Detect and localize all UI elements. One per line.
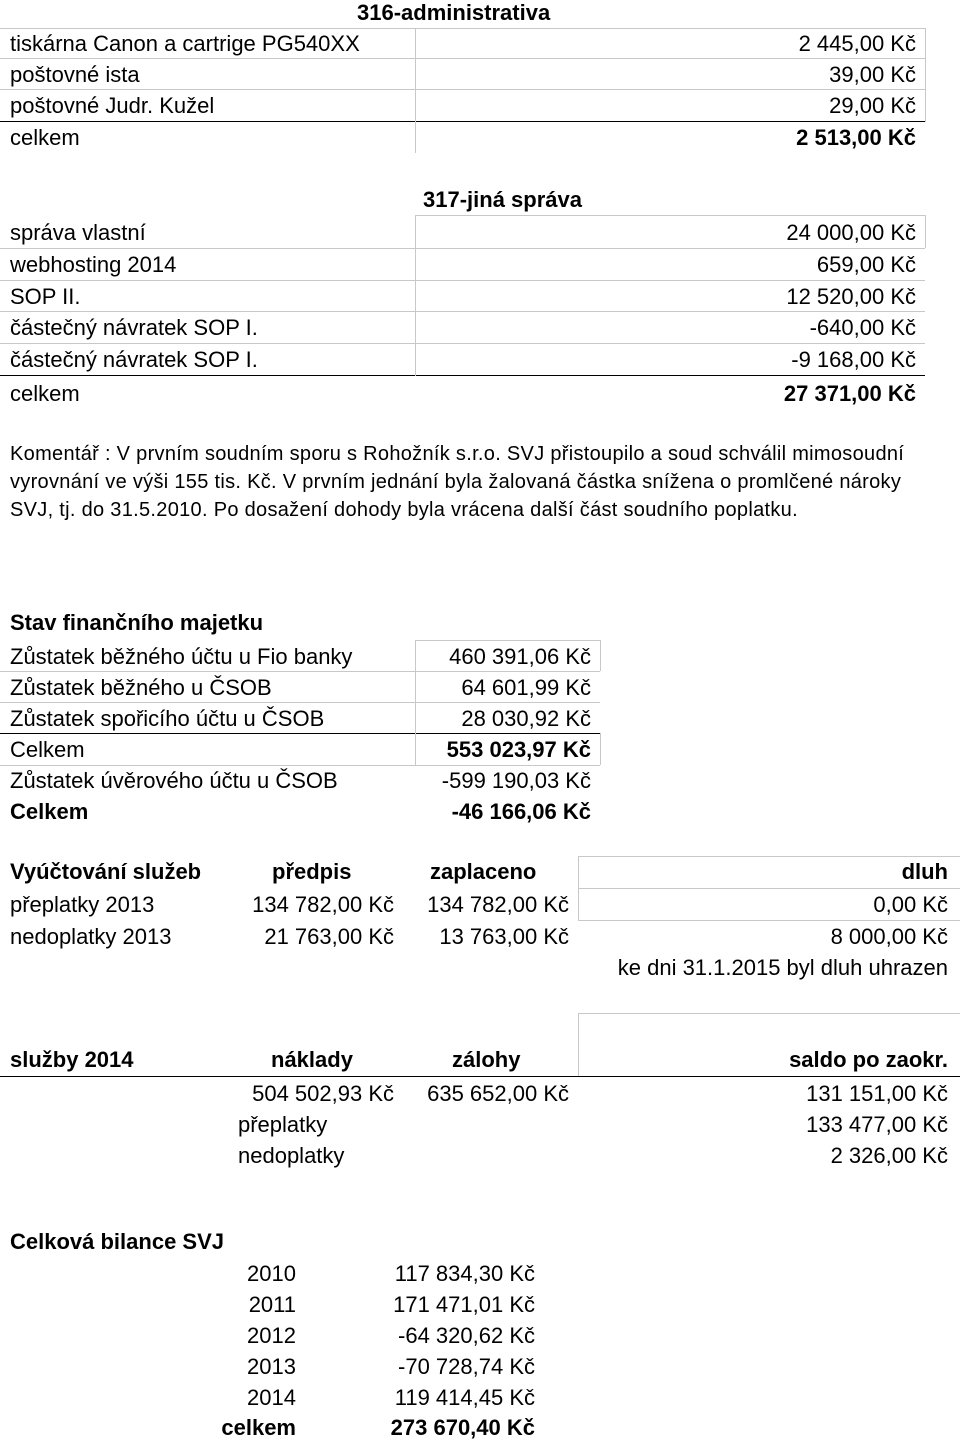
other-row-amount: 659,00 Kč bbox=[816, 252, 916, 277]
assets-row-label: Zůstatek běžného účtu u Fio banky bbox=[10, 644, 353, 669]
balance-amount: -70 728,74 Kč bbox=[398, 1354, 535, 1379]
balance-amount: -64 320,62 Kč bbox=[398, 1323, 535, 1348]
comment-text: Komentář : V prvním soudním sporu s Rohožník s.r.o. SVJ přistoupilo a soud schválil mimosoudní vyrovnání ve výši 155 tis. Kč. V prvním jednání byla žalovaná částka snížena o promlčené nároky SVJ, tj. do 31.5.2010. Po dosažení dohody byla vrácena další část soudního poplatku. bbox=[10, 443, 905, 521]
billing-cell: 134 782,00 Kč bbox=[427, 892, 569, 917]
services-header: služby 2014 bbox=[10, 1047, 134, 1072]
billing-header: zaplaceno bbox=[430, 859, 537, 884]
services-header: náklady bbox=[271, 1047, 353, 1072]
admin-total-label: celkem bbox=[10, 125, 80, 150]
balance-year: 2012 bbox=[247, 1323, 296, 1348]
other-total-label: celkem bbox=[10, 381, 80, 406]
assets-row-label: Zůstatek běžného u ČSOB bbox=[10, 675, 272, 700]
assets-row-amount: 28 030,92 Kč bbox=[461, 706, 591, 731]
billing-cell: 8 000,00 Kč bbox=[830, 924, 948, 949]
balance-year: 2013 bbox=[247, 1354, 296, 1379]
billing-cell: nedoplatky 2013 bbox=[10, 924, 172, 949]
assets-row-amount: 460 391,06 Kč bbox=[449, 644, 591, 669]
balance-year: 2011 bbox=[248, 1292, 296, 1317]
admin-row-label: tiskárna Canon a cartrige PG540XX bbox=[10, 31, 360, 56]
assets-row-amount: 64 601,99 Kč bbox=[461, 675, 591, 700]
admin-title: 316-administrativa bbox=[357, 0, 551, 25]
admin-row-amount: 39,00 Kč bbox=[829, 62, 916, 87]
admin-row-amount: 29,00 Kč bbox=[829, 93, 916, 118]
balance-amount: 171 471,01 Kč bbox=[393, 1292, 535, 1317]
other-total-amount: 27 371,00 Kč bbox=[783, 381, 916, 406]
services-underpay-amount: 2 326,00 Kč bbox=[830, 1143, 948, 1168]
other-row-amount: -9 168,00 Kč bbox=[791, 347, 916, 372]
billing-header: předpis bbox=[272, 859, 352, 884]
balance-year: 2010 bbox=[247, 1261, 296, 1286]
other-row-label: webhosting 2014 bbox=[10, 252, 177, 277]
assets-row-label: Celkem bbox=[10, 737, 85, 762]
other-row-label: správa vlastní bbox=[10, 220, 146, 245]
billing-cell: přeplatky 2013 bbox=[10, 892, 155, 917]
services-overpay-amount: 133 477,00 Kč bbox=[806, 1112, 948, 1137]
billing-header: Vyúčtování služeb bbox=[10, 859, 202, 884]
other-title: 317-jiná správa bbox=[423, 187, 582, 212]
billing-cell: 13 763,00 Kč bbox=[439, 924, 569, 949]
balance-year: 2014 bbox=[247, 1385, 296, 1410]
admin-row-amount: 2 445,00 Kč bbox=[798, 31, 916, 56]
admin-row-label: poštovné Judr. Kužel bbox=[10, 93, 215, 118]
other-row-amount: -640,00 Kč bbox=[809, 315, 916, 340]
assets-row-amount: 553 023,97 Kč bbox=[446, 737, 591, 762]
assets-row-label: Zůstatek úvěrového účtu u ČSOB bbox=[10, 768, 338, 793]
billing-cell: 0,00 Kč bbox=[873, 892, 948, 917]
other-row-amount: 12 520,00 Kč bbox=[786, 284, 916, 309]
assets-row-amount: -46 166,06 Kč bbox=[451, 799, 591, 824]
billing-header: dluh bbox=[901, 859, 948, 884]
admin-total-amount: 2 513,00 Kč bbox=[796, 125, 916, 150]
services-overpay-label: přeplatky bbox=[238, 1112, 328, 1137]
services-header: zálohy bbox=[452, 1047, 521, 1072]
admin-row-label: poštovné ista bbox=[10, 62, 140, 87]
balance-amount: 117 834,30 Kč bbox=[394, 1261, 535, 1286]
services-cell: 131 151,00 Kč bbox=[806, 1081, 948, 1106]
assets-row-label: Zůstatek spořicího účtu u ČSOB bbox=[10, 706, 325, 731]
assets-row-amount: -599 190,03 Kč bbox=[441, 768, 591, 793]
billing-cell: 134 782,00 Kč bbox=[252, 892, 394, 917]
other-row-amount: 24 000,00 Kč bbox=[786, 220, 916, 245]
other-row-label: částečný návratek SOP I. bbox=[10, 347, 258, 372]
balance-amount: 119 414,45 Kč bbox=[394, 1385, 535, 1410]
assets-row-label: Celkem bbox=[10, 799, 89, 824]
other-row-label: SOP II. bbox=[10, 284, 81, 309]
services-header: saldo po zaokr. bbox=[789, 1047, 948, 1072]
assets-title: Stav finančního majetku bbox=[10, 610, 264, 635]
services-cell: 504 502,93 Kč bbox=[252, 1081, 394, 1106]
balance-title: Celková bilance SVJ bbox=[10, 1229, 224, 1254]
billing-cell: 21 763,00 Kč bbox=[264, 924, 394, 949]
billing-note: ke dni 31.1.2015 byl dluh uhrazen bbox=[617, 955, 948, 980]
services-cell: 635 652,00 Kč bbox=[427, 1081, 569, 1106]
other-row-label: částečný návratek SOP I. bbox=[10, 315, 258, 340]
balance-total-label: celkem bbox=[221, 1415, 296, 1440]
services-underpay-label: nedoplatky bbox=[238, 1143, 345, 1168]
balance-total-amount: 273 670,40 Kč bbox=[390, 1415, 535, 1440]
